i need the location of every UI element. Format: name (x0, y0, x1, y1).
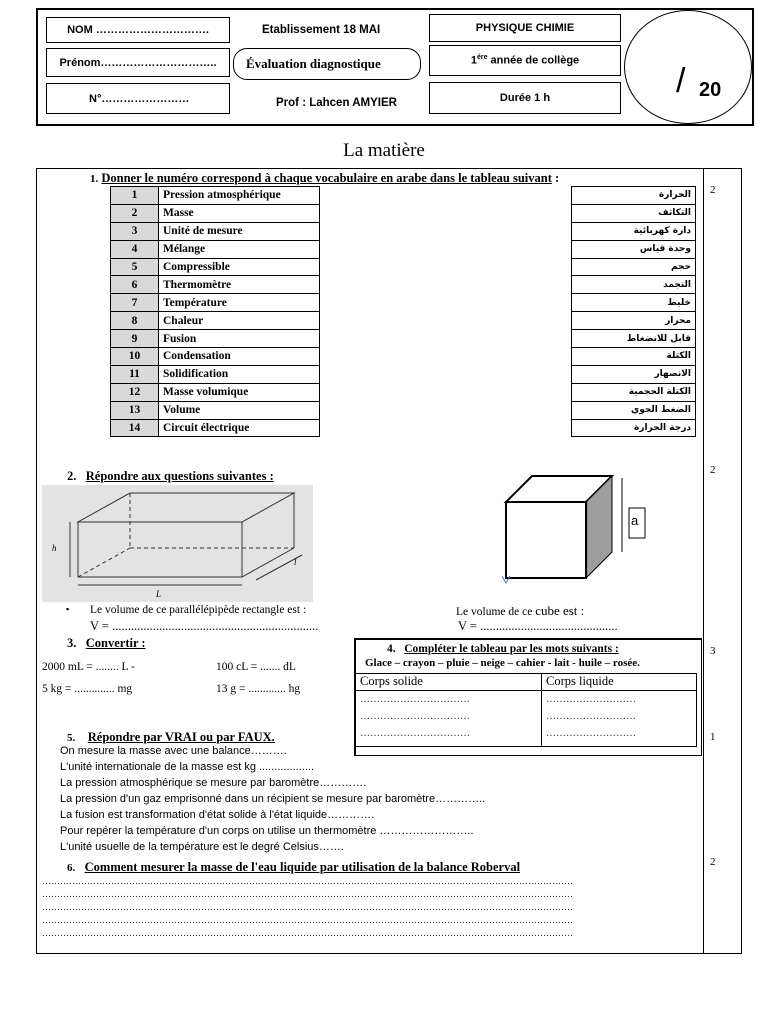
vocab-row (111, 258, 696, 276)
cube-drawing (496, 472, 656, 590)
convert-3[interactable]: 5 kg = .............. mg (42, 683, 133, 695)
page-title: La matière (343, 140, 425, 161)
label-L: L (156, 589, 162, 599)
vocab-number: 12 (111, 383, 159, 401)
vocab-number: 6 (111, 276, 159, 294)
vocab-french: Température (159, 294, 320, 312)
vf-line[interactable]: Pour repérer la température d'un corps on utilise un thermomètre …………………….. (60, 825, 474, 837)
nom-field[interactable] (46, 17, 230, 43)
answer-line[interactable]: …………………………………………………………………………………………………………………………………………………………… (42, 928, 573, 938)
points-q6: 2 (710, 856, 716, 868)
numero-field[interactable] (46, 83, 230, 114)
vocab-answer-space[interactable] (320, 276, 572, 294)
q2-heading: 2. Répondre aux questions suivantes : (67, 469, 274, 483)
score-slash: / (676, 62, 686, 100)
score-circle (624, 10, 752, 124)
vocab-row (111, 419, 696, 437)
duree-label: Durée 1 h (499, 92, 551, 104)
col-liquide-header: Corps liquide (542, 674, 697, 691)
q6-answer-lines[interactable] (42, 876, 692, 941)
vocab-row (111, 365, 696, 383)
vocab-number: 10 (111, 348, 159, 366)
vocab-arabic: الانصهار (572, 365, 696, 383)
vocab-answer-space[interactable] (320, 383, 572, 401)
vocab-answer-space[interactable] (320, 419, 572, 437)
vocab-row (111, 348, 696, 366)
vocab-french: Unité de mesure (159, 222, 320, 240)
q5-lines (60, 745, 485, 857)
col-liquide-answers[interactable]: ……………………… ……………………… ……………………… (542, 691, 697, 747)
vocab-row (111, 187, 696, 205)
evaluation-title: Évaluation diagnostique (246, 56, 381, 71)
q4-heading: 4. Compléter le tableau par les mots suivants : (387, 643, 619, 655)
vocab-french: Chaleur (159, 312, 320, 330)
vocab-row (111, 204, 696, 222)
vocab-row (111, 240, 696, 258)
convert-4[interactable]: 13 g = ............. hg (216, 683, 301, 695)
vocab-answer-space[interactable] (320, 348, 572, 366)
points-q2: 2 (710, 464, 716, 476)
score-total: 20 (699, 79, 722, 101)
matiere-label: PHYSIQUE CHIMIE (475, 22, 575, 34)
col-solide-header: Corps solide (356, 674, 542, 691)
vocab-arabic: التجمد (572, 276, 696, 294)
prenom-label: Prénom………………………….. (59, 56, 217, 69)
prenom-field[interactable] (46, 48, 230, 77)
vocab-number: 7 (111, 294, 159, 312)
vocab-arabic: الحرارة (572, 187, 696, 205)
vocab-row (111, 401, 696, 419)
vf-line[interactable]: L'unité internationale de la masse est kg .................. (60, 761, 315, 773)
vocab-number: 5 (111, 258, 159, 276)
vocab-answer-space[interactable] (320, 258, 572, 276)
vocab-row (111, 330, 696, 348)
vocab-answer-space[interactable] (320, 330, 572, 348)
vocab-answer-space[interactable] (320, 312, 572, 330)
vocab-arabic: الكتلة الحجمية (572, 383, 696, 401)
vocab-number: 11 (111, 365, 159, 383)
answer-line[interactable]: …………………………………………………………………………………………………………………………………………………………… (42, 915, 573, 925)
vocab-row (111, 312, 696, 330)
vocab-answer-space[interactable] (320, 294, 572, 312)
vocab-arabic: درجة الحرارة (572, 419, 696, 437)
points-divider (703, 168, 704, 954)
vocab-french: Compressible (159, 258, 320, 276)
q6-heading: 6. Comment mesurer la masse de l'eau liquide par utilisation de la balance Roberval (67, 860, 521, 874)
q4-words: Glace – crayon – pluie – neige – cahier - lait - huile – rosée. (365, 657, 640, 669)
vocab-french: Solidification (159, 365, 320, 383)
vocab-row (111, 383, 696, 401)
points-q3: 3 (710, 645, 716, 657)
vocab-row (111, 222, 696, 240)
vf-line[interactable]: La fusion est transformation d'état solide à l'état liquide…………. (60, 809, 375, 821)
vf-line[interactable]: L'unité usuelle de la température est le degré Celsius……. (60, 841, 344, 853)
label-a: a (631, 513, 639, 528)
vocab-french: Condensation (159, 348, 320, 366)
vocab-number: 9 (111, 330, 159, 348)
points-q5: 1 (710, 731, 716, 743)
vocab-french: Fusion (159, 330, 320, 348)
annee-field (429, 45, 621, 76)
vocab-french: Pression atmosphérique (159, 187, 320, 205)
vocab-arabic: الكتلة (572, 348, 696, 366)
vocab-number: 13 (111, 401, 159, 419)
q3-heading: 3. Convertir : (67, 636, 146, 650)
vocab-answer-space[interactable] (320, 187, 572, 205)
vocab-number: 3 (111, 222, 159, 240)
vocab-number: 8 (111, 312, 159, 330)
pave-bullet: ▪ (66, 604, 70, 614)
vf-line[interactable]: On mesure la masse avec une balance………. (60, 745, 287, 757)
vocab-row (111, 294, 696, 312)
vocab-number: 2 (111, 204, 159, 222)
q5-heading: 5. Répondre par VRAI ou par FAUX. (67, 730, 275, 744)
answer-line[interactable]: …………………………………………………………………………………………………………………………………………………………… (42, 889, 573, 899)
vocab-answer-space[interactable] (320, 365, 572, 383)
vocab-french: Masse (159, 204, 320, 222)
label-l: l (294, 557, 297, 567)
matiere-field (429, 14, 621, 42)
vocab-arabic: قابل للانضغاط (572, 330, 696, 348)
numero-label: N°…………………… (89, 92, 190, 105)
nom-label: NOM …………………………. (67, 24, 209, 36)
vocab-arabic: التكاثف (572, 204, 696, 222)
vf-line[interactable]: La pression atmosphérique se mesure par baromètre…………. (60, 777, 367, 789)
vocab-french: Thermomètre (159, 276, 320, 294)
vocab-arabic: حجم (572, 258, 696, 276)
cube-question: Le volume de ce cube est : (456, 603, 585, 618)
answer-line[interactable]: …………………………………………………………………………………………………………………………………………………………… (42, 902, 573, 912)
vocab-answer-space[interactable] (320, 401, 572, 419)
vocab-number: 14 (111, 419, 159, 437)
col-solide-answers[interactable]: …………………………… …………………………… …………………………… (356, 691, 542, 747)
vocab-arabic: دارة كهربائية (572, 222, 696, 240)
vocab-french: Masse volumique (159, 383, 320, 401)
vocab-row (111, 276, 696, 294)
vocab-arabic: محرار (572, 312, 696, 330)
pave-question: Le volume de ce parallélépipède rectangle est : (90, 604, 307, 616)
vocab-answer-space[interactable] (320, 240, 572, 258)
etablissement: Etablissement 18 MAI (262, 24, 381, 36)
cube-answer[interactable]: V = ............................................ (458, 619, 618, 633)
vf-line[interactable]: La pression d'un gaz emprisonné dans un récipient se mesure par baromètre………….. (60, 793, 486, 805)
parallelepiped-figure (42, 485, 313, 602)
q1-heading: 1. Donner le numéro correspond à chaque vocabulaire en arabe dans le tableau suivant : (90, 171, 560, 185)
pave-answer[interactable]: V = .................................................................. (90, 619, 319, 633)
vocab-number: 1 (111, 187, 159, 205)
parallelepiped-drawing (42, 485, 313, 602)
vocab-arabic: الضغط الجوي (572, 401, 696, 419)
answer-line[interactable]: …………………………………………………………………………………………………………………………………………………………… (42, 876, 573, 886)
vocab-french: Circuit électrique (159, 419, 320, 437)
vocabulary-table (110, 186, 696, 437)
classification-table (355, 673, 697, 747)
vocab-number: 4 (111, 240, 159, 258)
duree-field (429, 82, 621, 114)
vocab-french: Mélange (159, 240, 320, 258)
convert-2[interactable]: 100 cL = ....... dL (216, 661, 296, 673)
annee-label: $1^{ére}$ année de collège (470, 54, 580, 67)
label-h: h (52, 543, 57, 553)
points-q1: 2 (710, 184, 716, 196)
vocab-arabic: خليط (572, 294, 696, 312)
vocab-answer-space[interactable] (320, 204, 572, 222)
vocab-arabic: وحدة قياس (572, 240, 696, 258)
vocab-french: Volume (159, 401, 320, 419)
prof-name: Prof : Lahcen AMYIER (276, 97, 397, 109)
convert-1[interactable]: 2000 mL = ........ L - (42, 661, 135, 673)
vocab-answer-space[interactable] (320, 222, 572, 240)
